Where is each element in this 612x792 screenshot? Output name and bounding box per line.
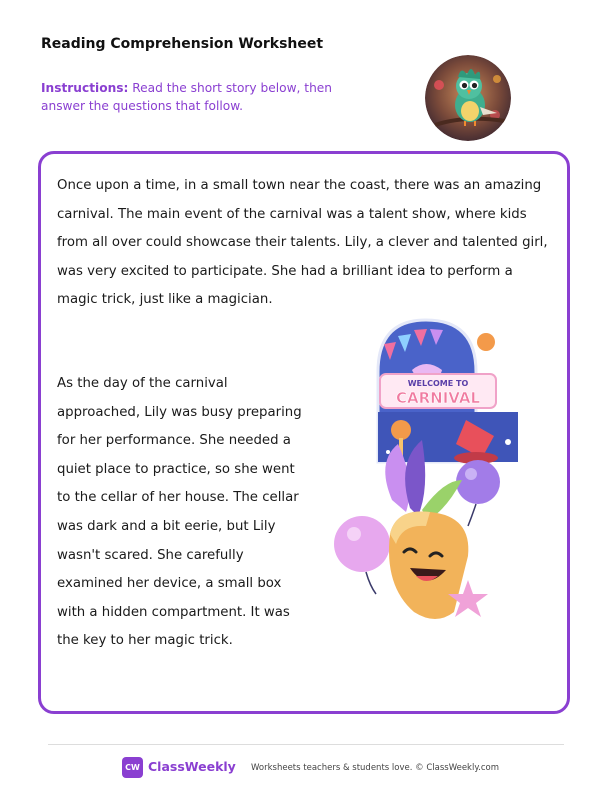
sign-line-1: WELCOME TO <box>407 379 469 388</box>
instructions-text: Read the short story below, then answer the questions that follow. <box>41 81 333 113</box>
footer-tagline: Worksheets teachers & students love. © ClassWeekly.com <box>251 763 500 773</box>
page-title: Reading Comprehension Worksheet <box>41 36 324 52</box>
instructions <box>41 79 341 115</box>
instructions-label: Instructions: <box>41 81 129 95</box>
bird-illustration-icon <box>425 55 511 141</box>
footer-brand: ClassWeekly <box>148 759 236 774</box>
story-paragraph-1: Once upon a time, in a small town near the coast, there was an amazing carnival. The main event of the carnival was a talent show, where kids from all over could showcase their talents. Lily, a clever and talented girl, was very excited to participate. She had a brilliant idea to perform a magic trick, just like a magician. <box>57 178 548 307</box>
carnival-illustration-icon <box>326 312 526 632</box>
footer-divider <box>48 744 564 745</box>
classweekly-logo: CW <box>122 757 143 778</box>
story-paragraph-2: As the day of the carnival approached, Lily was busy preparing for her performance. She needed a quiet place to practice, so she went to the cellar of her house. The cellar was dark and a bit eerie, but Lily wasn't scared. She carefully examined her device, a small box with a hidden compartment. It was the key to her magic trick. <box>57 376 302 649</box>
sign-line-2: CARNIVAL <box>395 389 481 407</box>
